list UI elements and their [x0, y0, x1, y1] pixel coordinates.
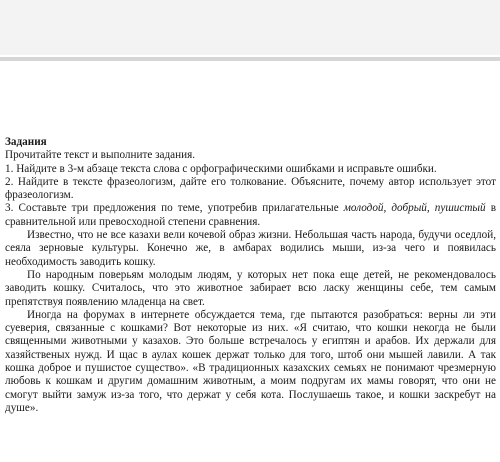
task-3-text-start: 3. Составьте три предложения по теме, употребив прилагательные: [5, 202, 344, 215]
task-3-text-end: в сравнительной или превосходной степени сравнения.: [5, 202, 496, 228]
section-heading: Задания: [5, 136, 47, 148]
document-body: [5, 136, 496, 415]
paragraph-3: Иногда на форумах в интернете обсуждается тема, где пытаются разобраться: верны ли эти суеверия, связанные с кошками? Вот некоторые из них. «Я считаю, что кошки некогда не были священными животными у казахов. Это больше встречалось у египтян и арабов. Их держали для хазяйственых нужд. И щас в аулах кошек держат только для того, штоб они мышей лавили. А так кошка доброе и пушистое существо». «В традиционных казахских семьях не понимают чрезмерную любовь к кошкам и другим домашним животным, а моим подругам их мамы говорят, что они не смогут выйти замуж из-за того, что держат у себя кота. Послушаешь такое, и кошки заскребут на душе».: [5, 308, 496, 414]
toolbar-divider: [0, 57, 500, 61]
viewer-toolbar-area: [0, 0, 500, 55]
task-2: 2. Найдите в тексте фразеологизм, дайте его толкование. Объясните, почему автор использует этот фразеологизм.: [5, 175, 496, 202]
paragraph-1: Известно, что не все казахи вели кочевой образ жизни. Небольшая часть народа, будучи оседлой, сеяла зерновые культуры. Конечно же, в амбарах водились мыши, из-за чего и появилась необходимость заводить кошку.: [5, 229, 496, 268]
instructions-intro: Прочитайте текст и выполните задания.: [5, 149, 196, 162]
task-3: [5, 202, 496, 229]
task-3-adjectives: молодой, добрый, пушистый: [343, 202, 486, 215]
task-1: 1. Найдите в 3-м абзаце текста слова с орфографическими ошибками и исправьте ошибки.: [5, 162, 437, 175]
paragraph-2: По народным поверьям молодым людям, у которых нет пока еще детей, не рекомендовалось заводить кошку. Считалось, что это животное забирает всю ласку женщины себе, тем самым препятствуя появлению младенца на свет.: [5, 268, 496, 308]
